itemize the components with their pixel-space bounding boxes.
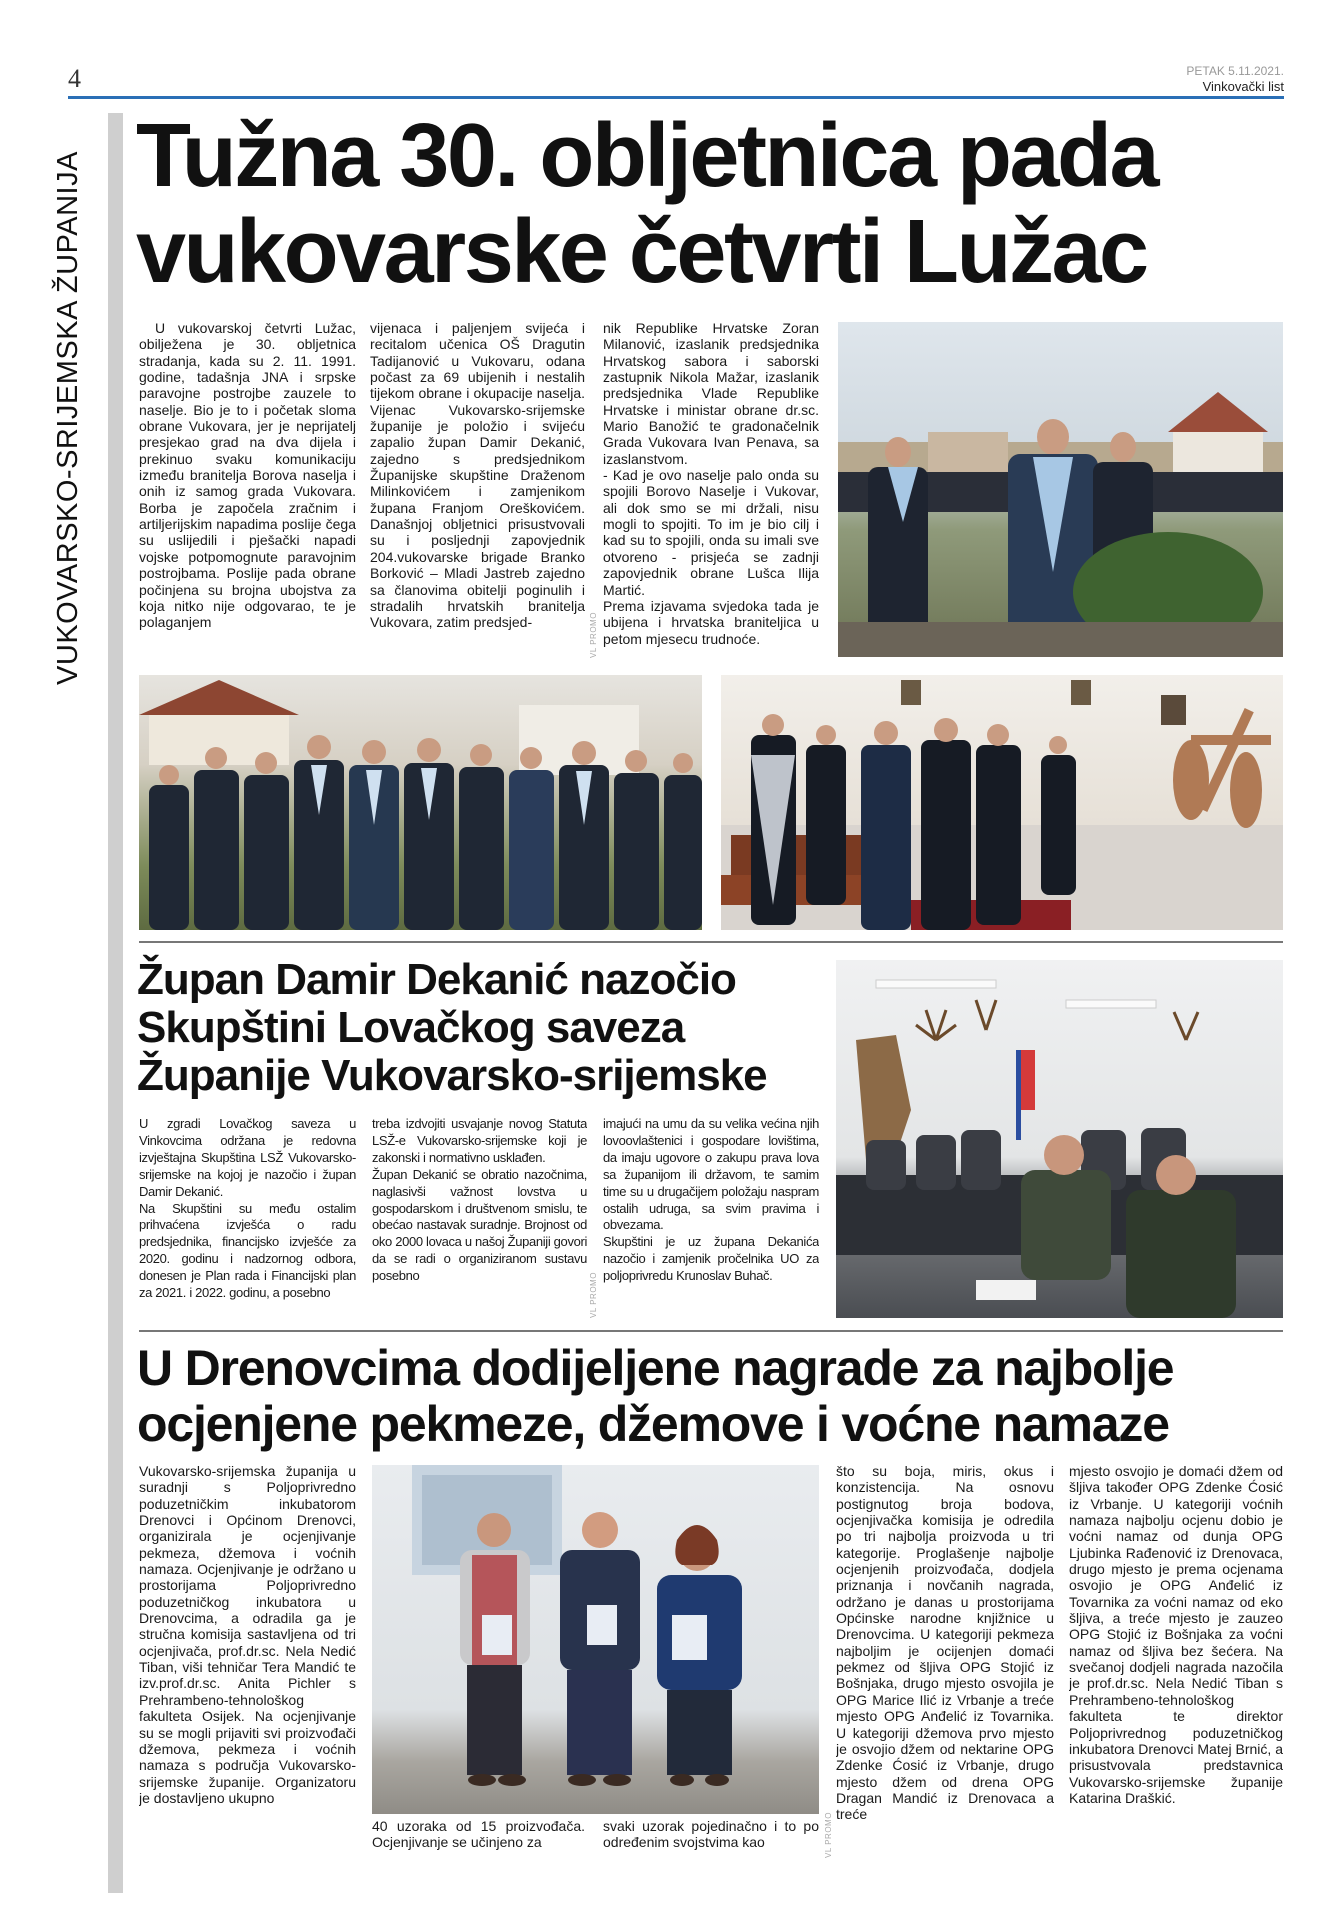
- paragraph: vijenaca i paljenjem svijeća i recitalom učenica OŠ Dragutin Tadijanović u Vukovaru, odana počast za 69 ubijenih i nestalih tijekom obrane i okupacije naselja. Vijenac Vukovarsko-srijemske županije je položio i svijeću zapalio župan Damir Dekanić, zajedno s predsjednikom Županijske skupštine Draženom Milinkovićem i zamjenikom župana Franjom Oreškovićem. Današnjoj obljetnici prisustvovali su i posljednji zapovjednik 204.vukovarske brigade Branko Borković – Mladi Jastreb zajedno sa članovima obitelji poginulih i stradalih hrvatskih branitelja Vukovara, zatim predsjed-: [370, 320, 585, 631]
- headline-line: Župan Damir Dekanić nazočio: [137, 955, 736, 1004]
- article3-column-1: [139, 1463, 356, 1858]
- vl-promo-label: VL PROMO: [824, 1812, 833, 1858]
- article1-column-3: [603, 320, 819, 660]
- paragraph: Župan Dekanić se obratio nazočnima, naglasivši važnost lovstva u gospodarskom i društvenom smislu, te obećao nastavak suradnje. Brojnost od oko 2000 lovaca u našoj Županiji govori da se radi o organiziranom sustavu posebno: [372, 1166, 587, 1284]
- article2-column-3: [603, 1116, 819, 1322]
- publication-name: Vinkovački list: [1202, 79, 1284, 94]
- headline-line: Tužna 30. obljetnica pada: [136, 106, 1158, 206]
- photo-group-delegation: [139, 675, 702, 930]
- paragraph: imajući na umu da su velika većina njih lovoovlaštenici i gospodare lovištima, da imaju ugovore o zakupu prava lova sa županijom ili državom, te samim time su u drugačijem položaju naspram ostalih udruga, sa svim pravima i obvezama.: [603, 1116, 819, 1233]
- photo-church-commemoration-image: [721, 675, 1283, 930]
- headline-line: ocjenjene pekmeze, džemove i voćne namaze: [137, 1396, 1169, 1452]
- paragraph: U zgradi Lovačkog saveza u Vinkovcima održana je redovna izvještajna Skupština LSŽ Vukovarsko-srijemske na kojoj je nazočio i župan Damir Dekanić.: [139, 1116, 356, 1199]
- paragraph: - Kad je ovo naselje palo onda su spojili Borovo Naselje i Vukovar, ali dok smo se mi držali, nisu mogli to spojiti. To im je bio cilj i kad su to spojili, onda su imali sve otvoreno - prisjeća se zadnji zapovjednik obrane Lušca Ilija Martić.: [603, 467, 819, 598]
- header-rule: [68, 96, 1284, 99]
- article1-column-2: [370, 320, 585, 660]
- photo-wreath-ceremony-image: [838, 322, 1283, 657]
- article2-column-2: [372, 1116, 587, 1322]
- article2-headline: [137, 956, 827, 1100]
- issue-date: PETAK 5.11.2021.: [1186, 64, 1284, 78]
- paragraph: Skupštini je uz župana Dekanića nazočio i zamjenik pročelnika UO za poljoprivredu Krunoslav Buhač.: [603, 1234, 819, 1284]
- paragraph: nik Republike Hrvatske Zoran Milanović, izaslanik predsjednika Hrvatskog sabora i saborski zastupnik Nikola Mažar, izaslanik predsjednika Vlade Republike Hrvatske i ministar obrane dr.sc. Mario Banožić te gradonačelnik Grada Vukovara Ivan Penava, sa izaslanstvom.: [603, 320, 819, 467]
- section-bar: [108, 113, 123, 1893]
- paragraph: Prema izjavama svjedoka tada je ubijena i hrvatska braniteljica u petom mjesecu trudnoće.: [603, 597, 819, 647]
- page-number: 4: [68, 64, 81, 93]
- photo-award-winners: [372, 1465, 819, 1814]
- photo-wreath-ceremony: [838, 322, 1283, 657]
- headline-line: Skupštini Lovačkog saveza: [137, 1003, 685, 1052]
- section-divider: [139, 941, 1283, 943]
- photo-hunting-assembly-image: [836, 960, 1283, 1318]
- article1-column-1: [139, 320, 356, 660]
- article2-column-1: [139, 1116, 356, 1322]
- paragraph: mjesto osvojio je domaći džem od šljiva također OPG Zdenke Ćosić iz Vrbanje. U kategoriji voćnih namaza najbolju ocjenu dobio je voćni namaz od dunja OPG Ljubinka Rađenović iz Drenovaca, drugo mjesto je prema ocjenama osvojio je OPG Anđelić iz Tovarnika za voćni namaz od eko šljiva, a treće mjesto je zauzeo OPG Stojić iz Bošnjaka za voćni namaz od šljiva bez šećera. Na svečanoj dodjeli nagrada nazočila je prof.dr.sc. Nela Nedić Tiban s Prehrambeno-tehnološkog fakulteta te direktor Poljoprivrednog poduzetničkog inkubatora Drenovci Matej Brnić, a prisustvovala predstavnica Vukovarsko-srijemske županije Katarina Draškić.: [1069, 1463, 1283, 1806]
- paragraph: Na Skupštini su među ostalim prihvaćena izvješća o radu predsjednika, financijsko izvješće za 2020. godinu i nadzornog odbora, donesen je Plan rada i Financijski plan za 2021. i 2022. godinu, a posebno: [139, 1200, 356, 1301]
- article3-column-5: [1069, 1463, 1283, 1858]
- headline-line: Županije Vukovarsko-srijemske: [137, 1051, 767, 1100]
- headline-line: vukovarske četvrti Lužac: [136, 202, 1147, 302]
- section-label: VUKOVARSKO-SRIJEMSKA ŽUPANIJA: [52, 151, 84, 685]
- photo-church-commemoration: [721, 675, 1283, 930]
- article1-headline: [136, 108, 1286, 300]
- article3-column-3: [603, 1818, 819, 1858]
- paragraph: Vukovarsko-srijemska županija u suradnji s Poljoprivredno poduzetničkim inkubatorom Drenovci i Općinom Drenovci, organizirala je ocjenjivanje pekmeza, džemova i voćnih namaza. Ocjenjivanje je održano u prostorijama Poljoprivredno poduzetničkog inkubatora u Drenovcima, a odradila ga je stručna komisija sastavljena od tri ocjenjivača, prof.dr.sc. Nela Nedić Tiban, viši tehničar Tera Mandić te izv.prof.dr.sc. Anita Pichler s Prehrambeno-tehnološkog fakulteta Osijek. Na ocjenjivanje su se mogli prijaviti svi proizvođači džemova, pekmeza i voćnih namaza s područja Vukovarsko-srijemske županije. Organizatoru je dostavljeno ukupno: [139, 1463, 356, 1806]
- photo-hunting-assembly: [836, 960, 1283, 1318]
- paragraph: što su boja, miris, okus i konzistencija. Na osnovu postignutog broja bodova, ocjenjivačka komisija je odredila po tri najbolja proizvoda u tri kategorije. Proglašenje najbolje ocjenjenih proizvođača, dodjela priznanja i novčanih nagrada, održano je danas u prostorijama Općinske narodne knjižnice u Drenovcima. U kategoriji pekmeza najboljim je ocijenjen domaći pekmez od šljiva OPG Stojić iz Bošnjaka, drugo mjesto osvojila je OPG Marice Ilić iz Vrbanje a treće mjesto OPG Anđelić iz Tovarnika. U kategoriji džemova prvo mjesto je osvojio džem od nektarine OPG Zdenke Ćosić iz Vrbanje, drugo mjesto džem od drena OPG Dragan Mandić iz Drenovaca a treće: [836, 1463, 1054, 1823]
- vl-promo-label: VL PROMO: [589, 1272, 598, 1318]
- article3-column-2: [372, 1818, 585, 1858]
- paragraph: svaki uzorak pojedinačno i to po određenim svojstvima kao: [603, 1818, 819, 1851]
- paragraph: U vukovarskoj četvrti Lužac, obilježena je 30. obljetnica stradanja, kada su 2. 11. 1991. godine, tadašnja JNA i srpske paravojne postrojbe zauzele to naselje. Bio je to i početak sloma obrane Vukovara, jer je neprijatelj presjekao grad na dva dijela i prekinuo svaku komunikaciju između branitelja Borova naselja i onih iz samog grada Vukovara. Borba je započela zračnim i artiljerijskim napadima poslije čega su uslijedili i pješački napadi vojske potpomognute paravojnim postrojbama. Poslije pada obrane počinjena su brojna ubojstva za koja nitko nije odgovarao, te je polaganjem: [139, 320, 356, 631]
- photo-group-delegation-image: [139, 675, 702, 930]
- headline-line: U Drenovcima dodijeljene nagrade za najbolje: [137, 1340, 1174, 1396]
- section-divider: [139, 1330, 1283, 1332]
- article3-column-4: [836, 1463, 1054, 1858]
- vl-promo-label: VL PROMO: [589, 612, 598, 658]
- article3-headline: [137, 1340, 1287, 1452]
- paragraph: treba izdvojiti usvajanje novog Statuta LSŽ-e Vukovarsko-srijemske koji je zakonski i normativno usklađen.: [372, 1116, 587, 1165]
- photo-award-winners-image: [372, 1465, 819, 1814]
- paragraph: 40 uzoraka od 15 proizvođača. Ocjenjivanje se učinjeno za: [372, 1818, 585, 1851]
